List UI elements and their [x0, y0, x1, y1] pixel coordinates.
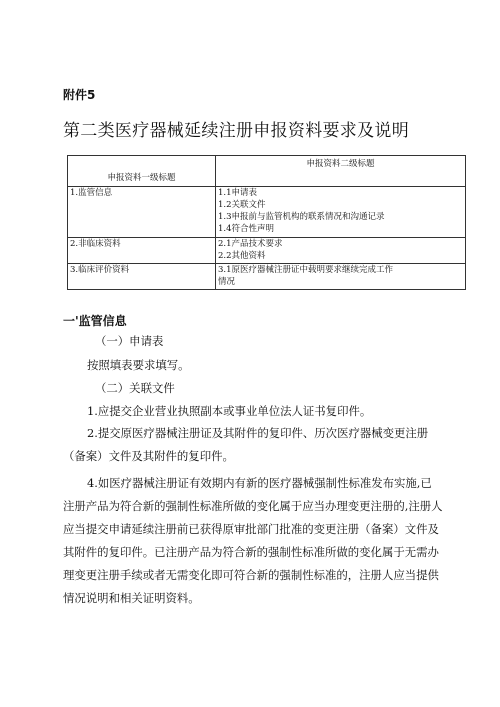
table-row	[68, 264, 466, 290]
table-cell-level2	[216, 238, 466, 264]
table-cell-level1: 1.监管信息	[68, 187, 216, 238]
level2-item: 1.2关联文件	[218, 200, 266, 210]
paragraph-item-4: 4.如医疗器械注册证有效期内有新的医疗器械强制性标准发布实施,已注册产品为符合新的强制性标准所做的变化属于应当办理变更注册的,注册人应当提交申请延续注册前已获得原审批部门批准的变更注册（备案）文件及其附件的复印件。已注册产品为符合新的强制性标准所做的变化属于无需办理变更注册手续或者无需变化即可符合新的强制性标准的，注册人应当提供情况说明和相关证明资料。	[63, 476, 443, 605]
table-cell-level2	[216, 187, 466, 238]
table-header-row	[68, 156, 466, 187]
table-header-level2: 申报资料二级标题	[216, 156, 466, 187]
subheading-related-files: （二）关联文件	[95, 381, 175, 395]
table-cell-level1: 2.非临床资料	[68, 238, 216, 264]
level2-item: 情况	[218, 277, 236, 287]
table-row	[68, 187, 466, 238]
paragraph-fill-instruction: 按照填表要求填写。	[87, 358, 190, 372]
document-title: 第二类医疗器械延续注册申报资料要求及说明	[63, 121, 409, 141]
subheading-application-form: （一）申请表	[95, 334, 164, 348]
section-heading: 一'监管信息	[63, 314, 127, 328]
table-header-level1: 申报资料一级标题	[68, 156, 216, 187]
level2-item: 2.2其他资料	[218, 251, 266, 261]
annex-label: 附件5	[63, 88, 96, 102]
table-row	[68, 238, 466, 264]
level2-item: 1.3申报前与监管机构的联系情况和沟通记录	[218, 212, 385, 222]
level2-item: 2.1产品技术要求	[218, 239, 283, 249]
table-cell-level1: 3.临床评价资料	[68, 264, 216, 290]
paragraph-item-2: 2.提交原医疗器械注册证及其附件的复印件、历次医疗器械变更注册（备案）文件及其附件的复印件。	[63, 426, 429, 463]
level2-item: 1.1申请表	[218, 188, 258, 198]
level2-item: 1.4符合性声明	[218, 224, 275, 234]
table-cell-level2	[216, 264, 466, 290]
paragraph-item-1: 1.应提交企业营业执照副本或事业单位法人证书复印件。	[87, 404, 372, 418]
level2-item: 3.1原医疗器械注册证中载明要求继续完成工作	[218, 265, 394, 275]
requirements-table	[67, 155, 466, 290]
